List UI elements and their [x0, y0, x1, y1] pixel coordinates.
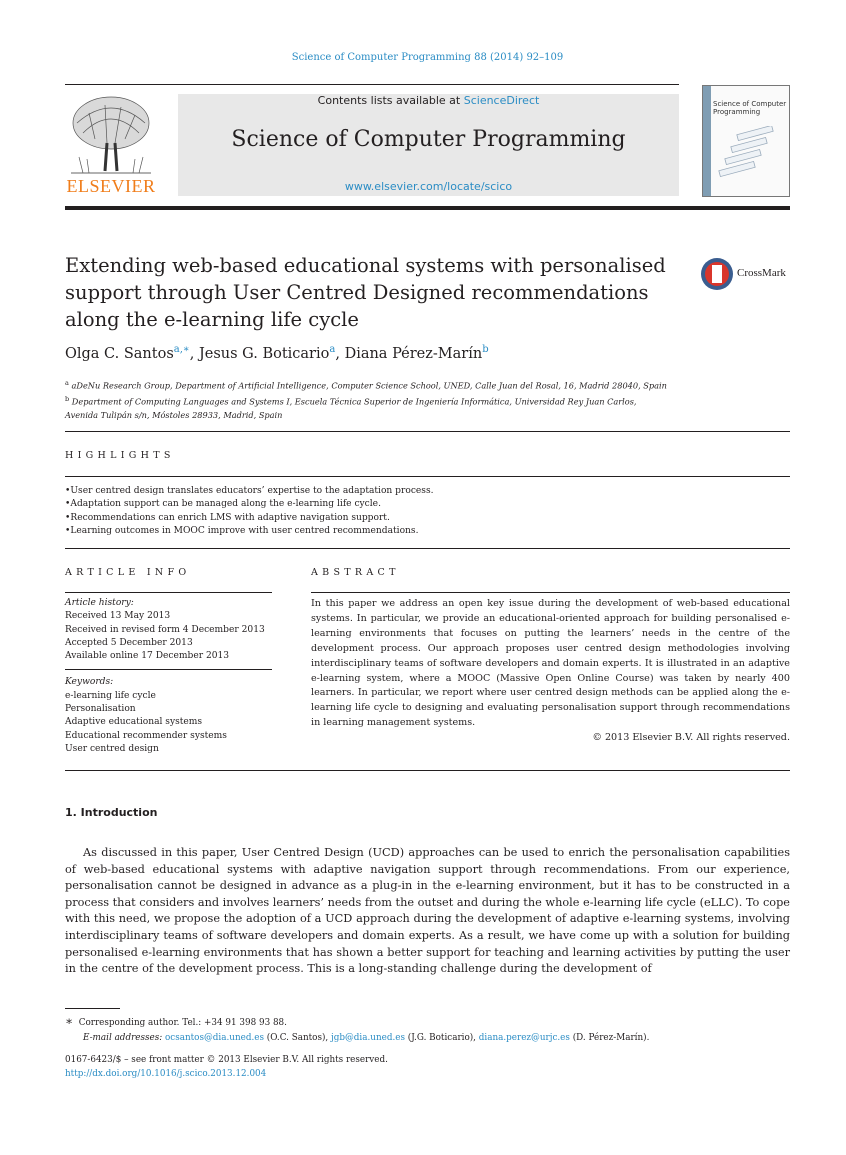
list-item: • Recommendations can enrich LMS with adaptive navigation support.: [65, 512, 434, 525]
front-matter: [65, 1053, 388, 1081]
issn-line: 0167-6423/$ – see front matter © 2013 Elsevier B.V. All rights reserved.: [65, 1055, 388, 1065]
keyword: User centred design: [65, 743, 159, 754]
email-label: E-mail addresses:: [83, 1032, 165, 1043]
email-owner: (D. Pérez-Marín).: [569, 1032, 650, 1043]
email-owner: (O.C. Santos),: [263, 1032, 332, 1043]
author-name[interactable]: Jesus G. Boticario: [198, 345, 330, 362]
journal-title: Science of Computer Programming: [231, 127, 626, 152]
rule: [311, 592, 790, 593]
keywords-label: Keywords:: [65, 677, 114, 688]
footnote-mark: ∗: [65, 1014, 74, 1028]
affiliation-text: Department of Computing Languages and Systems I, Escuela Técnica Superior de Ingeniería Informática, Universidad Rey Juan Carlos,: [71, 396, 637, 407]
journal-citation[interactable]: Science of Computer Programming 88 (2014) 92–109: [291, 52, 564, 63]
affiliation-b-cont: Avenida Tulipán s/n, Móstoles 28933, Madrid, Spain: [65, 410, 283, 421]
header-rule: [65, 84, 679, 85]
list-item: • Adaptation support can be managed along the e-learning life cycle.: [65, 498, 434, 511]
abstract: [311, 597, 790, 746]
author-affiliation-mark[interactable]: a,∗: [173, 344, 190, 355]
email-addresses: [65, 1031, 790, 1046]
keyword: Adaptive educational systems: [65, 717, 203, 728]
affiliation-mark: b: [65, 395, 70, 404]
highlights-heading: HIGHLIGHTS: [65, 450, 175, 461]
list-item: • Learning outcomes in MOOC improve with user centred recommendations.: [65, 525, 434, 538]
cover-title-line2: Programming: [713, 108, 761, 116]
sciencedirect-link[interactable]: ScienceDirect: [463, 94, 540, 107]
elsevier-tree-icon: [65, 93, 157, 177]
rule: [65, 431, 790, 432]
crossmark-badge[interactable]: [700, 257, 792, 291]
cover-spine: [703, 86, 711, 196]
header-thick-rule: [65, 206, 790, 210]
author-list: [65, 344, 489, 362]
highlights-list: [65, 485, 434, 538]
journal-banner: [178, 94, 679, 196]
rule: [65, 770, 790, 771]
keyword: e-learning life cycle: [65, 690, 156, 701]
crossmark-icon: [700, 257, 734, 291]
keyword: Personalisation: [65, 704, 136, 715]
elsevier-logo[interactable]: [65, 93, 157, 197]
list-item: • User centred design translates educators’ expertise to the adaptation process.: [65, 485, 434, 498]
footnote-rule: [65, 1008, 120, 1009]
footnotes: [65, 1014, 790, 1045]
author-affiliation-mark[interactable]: a: [329, 344, 336, 355]
article-info-heading: ARTICLE INFO: [65, 567, 191, 578]
author-affiliation-mark[interactable]: b: [482, 344, 489, 355]
journal-cover-thumbnail[interactable]: [702, 85, 790, 197]
corresponding-note: [65, 1014, 790, 1031]
article-title: Extending web-based educational systems with personalised support through User Centred Designed recommendations along the e-learning life cycle: [65, 254, 666, 331]
abstract-heading: ABSTRACT: [311, 567, 400, 578]
affiliation-mark: a: [65, 379, 69, 387]
history-label: Article history:: [65, 598, 134, 608]
affiliation-text: aDeNu Research Group, Department of Artificial Intelligence, Computer Science School, UNED, Calle Juan del Rosal, 16, Madrid 28040, Spain: [71, 380, 667, 391]
keyword: Educational recommender systems: [65, 730, 227, 741]
list-item: Received in revised form 4 December 2013: [65, 624, 265, 635]
rule: [65, 592, 272, 593]
author-separator: ,: [189, 345, 199, 362]
article-info: [65, 597, 275, 756]
intro-paragraph: As discussed in this paper, User Centred Design (UCD) approaches can be used to enrich the personalisation capabilities of web-based educational systems with adaptive navigation support through recommendations. From our experience, personalisation cannot be designed in advance as a plug-in in the e-learning environment, but it has to be constructed in a process that considers and involves learners’ needs from the outset and during the whole e-learning life cycle (eLLC). To cope with this need, we propose the adoption of a UCD approach during the development of adaptive e-learning systems, involving interdisciplinary teams of software developers and domain experts. As a result, we have come up with a solution for building personalised e-learning environments that has shown a better support for teaching and learning activities by putting the user in the centre of the development process. This is a long-standing challenge during the development of: [65, 846, 790, 976]
corresponding-text: Corresponding author. Tel.: +34 91 398 93 88.: [78, 1018, 287, 1028]
author-separator: ,: [335, 345, 345, 362]
abstract-text: In this paper we address an open key issue during the development of web-based educational systems. In particular, we provide an educational-oriented approach for building personalised e-learning environments that focuses on putting the learners’ needs in the centre of the development process. Our approach proposes user centred design methodologies involving interdisciplinary teams of software developers and domain experts. It is illustrated in an adaptive e-learning system, where a MOOC (Massive Open Online Course) was taken by nearly 400 learners. In particular, we report where user centred design methods can be applied along the e-learning life cycle to designing and evaluating personalisation support through recommendations in learning management systems.: [311, 598, 790, 729]
list-item: Available online 17 December 2013: [65, 651, 230, 662]
journal-url-link[interactable]: www.elsevier.com/locate/scico: [344, 180, 513, 193]
email-link[interactable]: diana.perez@urjc.es: [478, 1032, 570, 1043]
cover-title: [713, 100, 786, 116]
author-name[interactable]: Olga C. Santos: [65, 345, 174, 362]
affiliation-a: [65, 377, 795, 393]
abstract-copyright: © 2013 Elsevier B.V. All rights reserved.: [592, 732, 790, 744]
section-heading: 1. Introduction: [65, 806, 158, 819]
cover-graphic-icon: [717, 126, 783, 186]
author-name[interactable]: Diana Pérez-Marín: [344, 345, 483, 362]
rule: [65, 548, 790, 549]
list-item: Accepted 5 December 2013: [65, 637, 193, 648]
contents-line: [178, 94, 679, 107]
doi-link[interactable]: http://dx.doi.org/10.1016/j.scico.2013.12.004: [65, 1069, 267, 1079]
email-link[interactable]: ocsantos@dia.uned.es: [165, 1032, 264, 1043]
rule: [65, 476, 790, 477]
crossmark-label: CrossMark: [737, 267, 786, 279]
elsevier-wordmark: ELSEVIER: [66, 176, 156, 196]
contents-prefix: Contents lists available at: [317, 94, 464, 107]
cover-title-line1: Science of Computer: [713, 100, 787, 108]
email-link[interactable]: jgb@dia.uned.es: [331, 1032, 405, 1043]
affiliations: [65, 377, 795, 423]
affiliation-b: [65, 393, 795, 409]
email-owner: (J.G. Boticario),: [404, 1032, 479, 1043]
list-item: Received 13 May 2013: [65, 611, 171, 622]
